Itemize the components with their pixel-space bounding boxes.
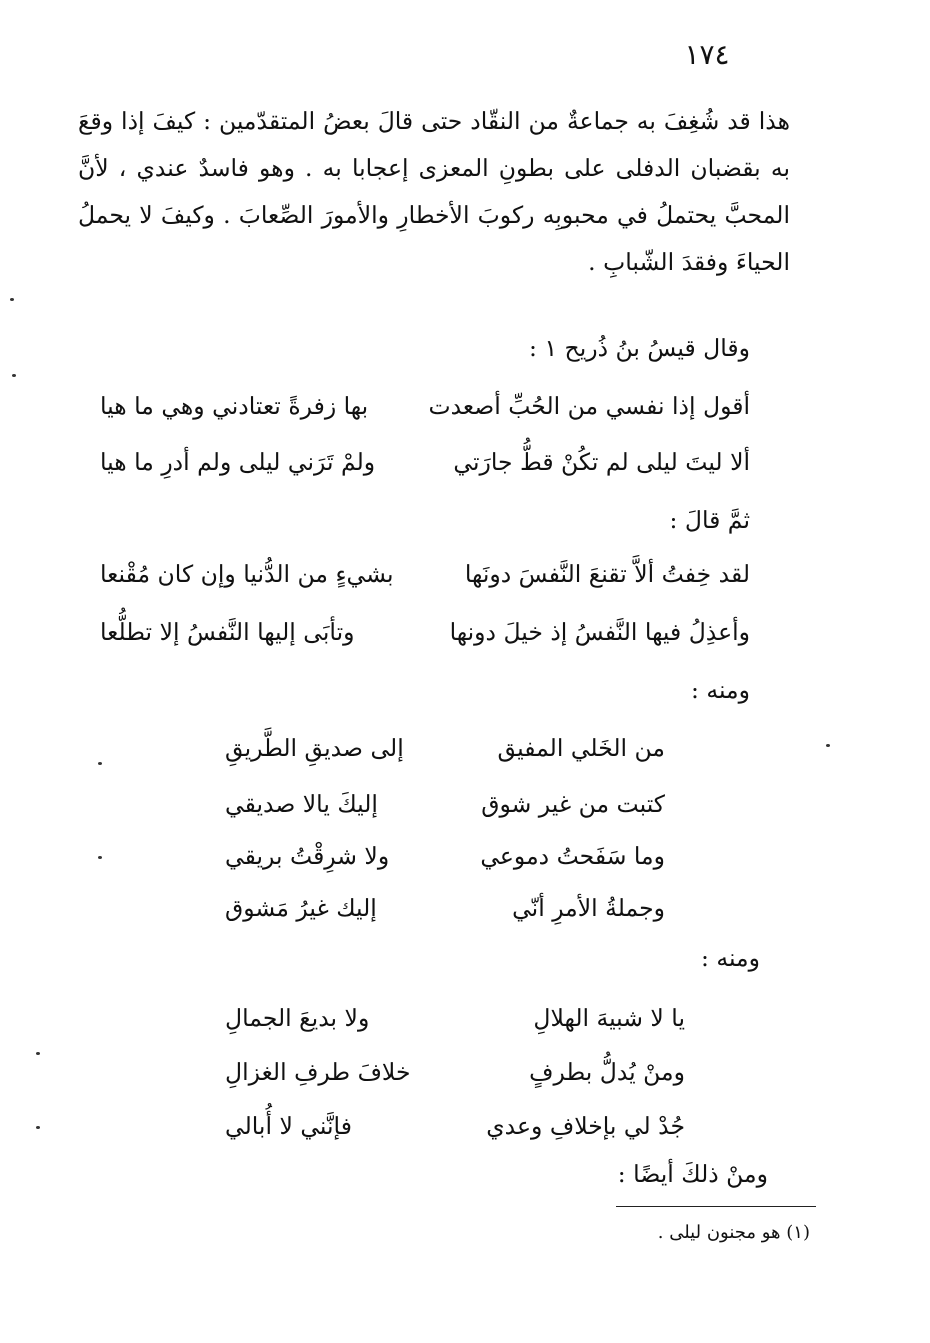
hemistich-first: أقول إذا نفسي من الحُبِّ أصعدت: [428, 392, 750, 420]
hemistich-second: بشيءٍ من الدُّنيا وإن كان مُقْنعا: [100, 560, 394, 588]
verse-line-7: [225, 842, 665, 886]
hemistich-first: ومنْ يُدلُّ بطرفٍ: [529, 1058, 685, 1086]
verse-line-8: [225, 894, 665, 938]
hemistich-first: وما سَفَحتُ دموعي: [480, 842, 665, 870]
hemistich-second: خلافَ طرفِ الغزالِ: [225, 1058, 411, 1086]
verse-intro-min-dhalika: ومنْ ذلكَ أيضًا :: [617, 1160, 768, 1188]
verse-intro-minhu-2: ومنه :: [700, 944, 760, 972]
hemistich-second: فإنَّني لا أُبالي: [225, 1112, 352, 1140]
hemistich-second: بها زفرةً تعتادني وهي ما هيا: [100, 392, 369, 420]
verse-line-2: [100, 448, 750, 492]
hemistich-first: وأعذِلُ فيها النَّفسُ إذ خيلَ دونها: [449, 618, 750, 646]
verse-line-6: [225, 790, 665, 834]
scan-speck: [10, 298, 14, 301]
hemistich-second: ولمْ تَرَني ليلى ولم أدرِ ما هيا: [100, 448, 376, 476]
verse-line-10: [225, 1058, 685, 1102]
hemistich-second: ولا شرِقْتُ بريقي: [225, 842, 390, 870]
verse-line-3: [100, 560, 750, 604]
verse-line-9: [225, 1004, 685, 1048]
scan-speck: [98, 856, 102, 859]
hemistich-second: إليك غيرُ مَشوق: [225, 894, 377, 922]
hemistich-second: إلى صديقِ الطَّريقِ: [225, 734, 404, 762]
scan-speck: [36, 1126, 40, 1129]
verse-line-5: [225, 734, 665, 778]
footnote-divider: [616, 1206, 816, 1207]
scan-speck: [826, 744, 830, 747]
verse-intro-thumma-qal: ثمَّ قالَ :: [669, 506, 750, 534]
scan-speck: [36, 1052, 40, 1055]
hemistich-second: وتأبَى إليها النَّفسُ إلا تطلُّعا: [100, 618, 355, 646]
hemistich-first: جُدْ لي بإخلافِ وعدي: [486, 1112, 685, 1140]
hemistich-first: كتبت من غير شوق: [481, 790, 665, 818]
hemistich-second: إليكَ يالا صديقي: [225, 790, 378, 818]
verse-line-1: [100, 392, 750, 436]
verse-line-4: [100, 618, 750, 662]
hemistich-second: ولا بديعَ الجمالِ: [225, 1004, 370, 1032]
prose-paragraph: هذا قد شُغِفَ به جماعةٌ من النقّاد حتى قالَ بعضُ المتقدّمين : كيفَ إذا وقعَ به بقضبان الدفلى على بطونِ المعزى إعجابا به . وهو فاسدٌ عندي ، لأنَّ المحبَّ يحتملُ في محبوبِه ركوبَ الأخطارِ والأمورَ الصِّعابَ . وكيفَ لا يحملُ الحياءَ وفقدَ الشّبابِ .: [78, 107, 790, 276]
verse-intro-qays: وقال قيسُ بنُ ذُريح ١ :: [529, 334, 750, 362]
page-number: ١٧٤: [684, 38, 730, 71]
footnote: (١) هو مجنون ليلى .: [657, 1222, 810, 1243]
hemistich-first: لقد خِفتُ ألاَّ تقنعَ النَّفسَ دونَها: [464, 560, 750, 588]
hemistich-first: وجملةُ الأمرِ أنّي: [512, 894, 665, 922]
hemistich-first: من الخَلي المفيق: [497, 734, 665, 762]
scan-speck: [98, 762, 102, 765]
hemistich-first: يا لا شبيهَ الهلالِ: [533, 1004, 685, 1032]
scan-speck: [12, 374, 16, 377]
hemistich-first: ألا ليتَ ليلى لم تكُنْ قطُّ جارَتي: [453, 448, 750, 476]
verse-line-11: [225, 1112, 685, 1156]
verse-intro-minhu: ومنه :: [690, 676, 750, 704]
